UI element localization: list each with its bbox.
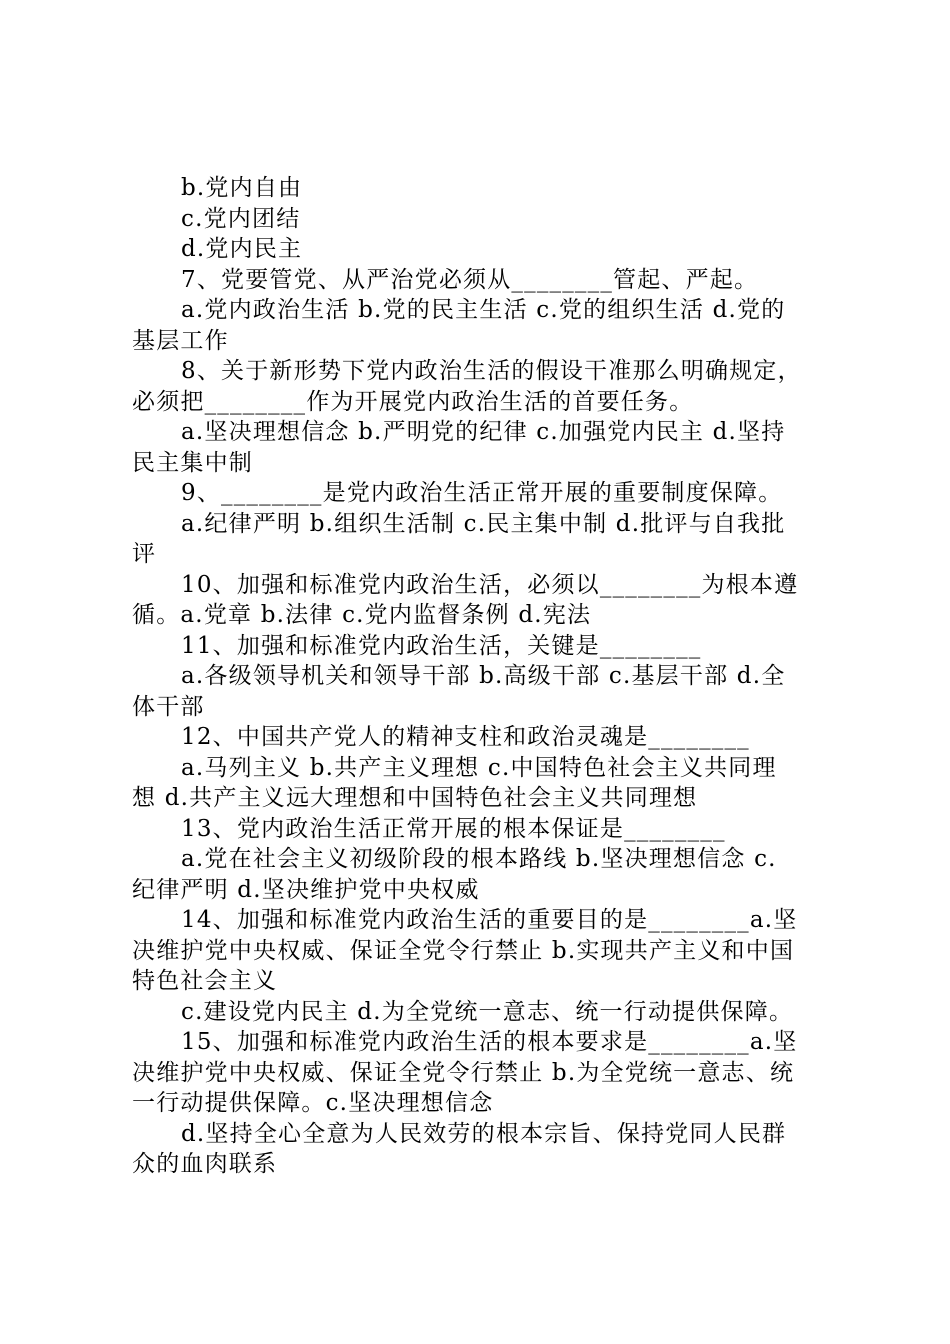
options-12-cont: 想 d.共产主义远大理想和中国特色社会主义共同理想: [132, 785, 698, 811]
question-14-cont: 决维护党中央权威、保证全党令行禁止 b.实现共产主义和中国: [132, 937, 795, 964]
options-12: a.马列主义 b.共产主义理想 c.中国特色社会主义共同理: [181, 754, 777, 781]
question-8-cont: 必须把________作为开展党内政治生活的首要任务。: [132, 388, 694, 415]
options-8: a.坚决理想信念 b.严明党的纪律 c.加强党内民主 d.坚持: [181, 419, 786, 445]
options-15: d.坚持全心全意为人民效劳的根本宗旨、保持党同人民群: [181, 1120, 787, 1147]
question-10: 10、加强和标准党内政治生活，必须以________为根本遵: [181, 571, 799, 598]
document-body: [132, 173, 822, 1180]
options-15-cont: 众的血肉联系: [132, 1151, 278, 1177]
question-14-cont: 特色社会主义: [132, 968, 278, 994]
options-13: a.党在社会主义初级阶段的根本路线 b.坚决理想信念 c.: [181, 846, 777, 872]
question-13: 13、党内政治生活正常开展的根本保证是________: [181, 815, 726, 842]
text-line: d.党内民主: [181, 236, 303, 262]
options-13-cont: 纪律严明 d.坚决维护党中央权威: [132, 876, 480, 903]
options-8-cont: 民主集中制: [132, 449, 253, 476]
question-12: 12、中国共产党人的精神支柱和政治灵魂是________: [181, 724, 750, 750]
options-7: a.党内政治生活 b.党的民主生活 c.党的组织生活 d.党的: [181, 297, 786, 323]
question-8: 8、关于新形势下党内政治生活的假设干准那么明确规定，: [181, 358, 802, 384]
options-9: a.纪律严明 b.组织生活制 c.民主集中制 d.批评与自我批: [181, 510, 786, 537]
question-15-cont: 一行动提供保障。c.坚决理想信念: [132, 1090, 494, 1116]
options-11-cont: 体干部: [132, 693, 205, 720]
options-14: c.建设党内民主 d.为全党统一意志、统一行动提供保障。: [181, 998, 794, 1025]
options-7-cont: 基层工作: [132, 327, 229, 354]
question-15: 15、加强和标准党内政治生活的根本要求是________a.坚: [181, 1029, 798, 1055]
question-15-cont: 决维护党中央权威、保证全党令行禁止 b.为全党统一意志、统: [132, 1059, 795, 1086]
question-9: 9、________是党内政治生活正常开展的重要制度保障。: [181, 480, 783, 506]
question-14: 14、加强和标准党内政治生活的重要目的是________a.坚: [181, 907, 798, 933]
options-11: a.各级领导机关和领导干部 b.高级干部 c.基层干部 d.全: [181, 663, 786, 689]
question-11: 11、加强和标准党内政治生活，关键是________: [181, 632, 702, 659]
text-line: b.党内自由: [181, 175, 303, 201]
options-9-cont: 评: [132, 541, 157, 567]
question-10-cont: 循。a.党章 b.法律 c.党内监督条例 d.宪法: [132, 602, 592, 628]
text-line: c.党内团结: [181, 205, 301, 232]
question-7: 7、党要管党、从严治党必须从________管起、严起。: [181, 266, 759, 293]
